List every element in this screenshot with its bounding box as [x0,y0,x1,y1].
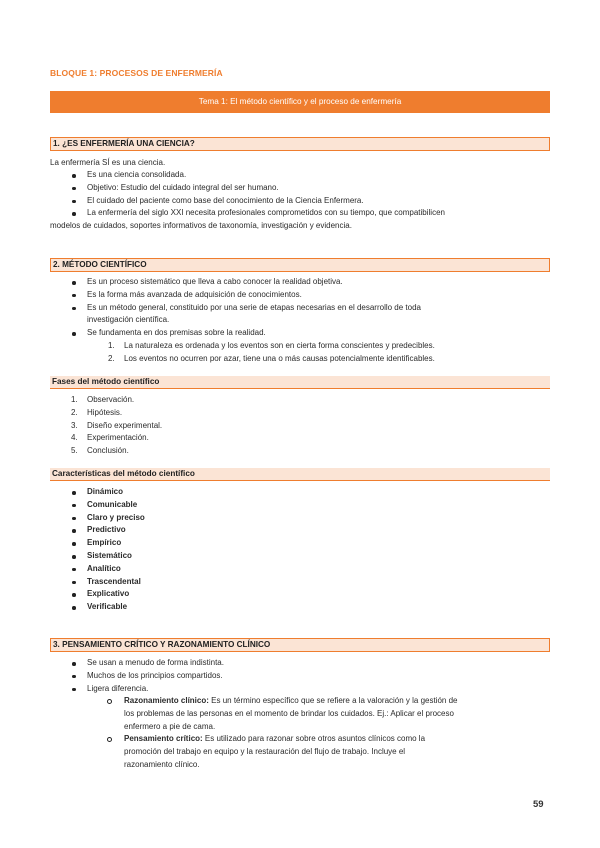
list-item: Es un método general, constituido por una serie de etapas necesarias en el desarrollo de toda [87,302,550,315]
list-item: Muchos de los principios compartidos. [87,670,550,683]
list-item-continuation: investigación científica. [87,315,170,325]
premises-list [108,340,550,366]
bullet-icon [72,517,76,521]
section-2-heading: 2. MÉTODO CIENTÍFICO [50,258,550,272]
bullet-icon [72,174,76,178]
list-item: Objetivo: Estudio del cuidado integral del ser humano. [87,182,550,195]
section-3-heading: 3. PENSAMIENTO CRÍTICO Y RAZONAMIENTO CLÍNICO [50,638,550,652]
list-item: Claro y preciso [87,512,550,525]
bullet-icon [72,187,76,191]
list-item: Es una ciencia consolidada. [87,169,550,182]
bullet-icon [72,294,76,298]
list-item: Verificable [87,601,550,614]
bullet-icon [72,555,76,559]
list-item: Es un proceso sistemático que lleva a cabo conocer la realidad objetiva. [87,276,550,289]
section-1-intro: La enfermería SÍ es una ciencia. [50,158,166,167]
list-item: 4. Experimentación. [71,433,149,443]
bullet-icon [72,675,76,679]
razonamiento-clinico-item: Razonamiento clínico: Es un término específico que se refiere a la valoración y la gestión de los problemas de las personas en el momento de brindar los cuidados. Ej.: Aplicar el proceso enfermero a pie de cama. [124,695,550,733]
list-item: 2. Hipótesis. [71,407,123,417]
circle-bullet-icon [107,737,112,742]
list-item: 2. Los eventos no ocurren por azar, tiene una o más causas potencialmente identificables. [108,353,435,363]
caracteristicas-heading: Características del método científico [50,468,550,481]
section-1-heading: 1. ¿ES ENFERMERÍA UNA CIENCIA? [50,137,550,151]
list-item: Analítico [87,563,550,576]
bullet-icon [72,307,76,311]
bullet-icon [72,542,76,546]
list-item: Es la forma más avanzada de adquisición de conocimientos. [87,289,550,302]
circle-bullet-icon [107,699,112,704]
list-item: Predictivo [87,524,550,537]
bullet-icon [72,491,76,495]
list-item: Sistemático [87,550,550,563]
list-item: Explicativo [87,588,550,601]
list-item: Ligera diferencia. [87,683,550,696]
section-1-list [50,169,550,233]
list-item: Se usan a menudo de forma indistinta. [87,657,550,670]
page-number: 59 [533,799,544,810]
section-2-list [87,276,550,340]
bullet-icon [72,593,76,597]
block-title: BLOQUE 1: PROCESOS DE ENFERMERÍA [50,68,223,78]
list-item: La enfermería del siglo XXI necesita profesionales comprometidos con su tiempo, que compatibilicen [87,207,550,220]
list-item: El cuidado del paciente como base del conocimiento de la Ciencia Enfermera. [87,195,550,208]
list-item: 1. La naturaleza es ordenada y los eventos son en cierta forma conscientes y predecibles. [108,341,435,350]
bullet-icon [72,529,76,533]
bullet-icon [72,212,76,216]
section-3-list [87,657,550,695]
fases-heading: Fases del método científico [50,376,550,389]
list-item: Dinámico [87,486,550,499]
bullet-icon [72,504,76,508]
list-item: 1. Observación. [71,395,135,404]
caracteristicas-list [87,486,550,614]
list-item: 5. Conclusión. [71,446,129,456]
list-item: Trascendental [87,576,550,589]
bullet-icon [72,200,76,204]
bullet-icon [72,332,76,336]
list-item: Empírico [87,537,550,550]
list-item: Comunicable [87,499,550,512]
bullet-icon [72,281,76,285]
bullet-icon [72,568,76,572]
bullet-icon [72,662,76,666]
pensamiento-critico-item: Pensamiento crítico: Es utilizado para razonar sobre otros asuntos clínicos como la promoción del trabajo en equipo y la restauración del flujo de trabajo. Incluye el razonamiento clínico. [124,733,550,771]
tema-banner: Tema 1: El método científico y el proceso de enfermería [50,91,550,113]
bullet-icon [72,606,76,610]
list-item: 3. Diseño experimental. [71,420,163,430]
bullet-icon [72,688,76,692]
fases-list [71,394,550,458]
list-item: Se fundamenta en dos premisas sobre la realidad. [87,327,550,340]
bullet-icon [72,581,76,585]
list-item-continuation: modelos de cuidados, soportes informativos de taxonomía, investigación y evidencia. [50,221,352,231]
